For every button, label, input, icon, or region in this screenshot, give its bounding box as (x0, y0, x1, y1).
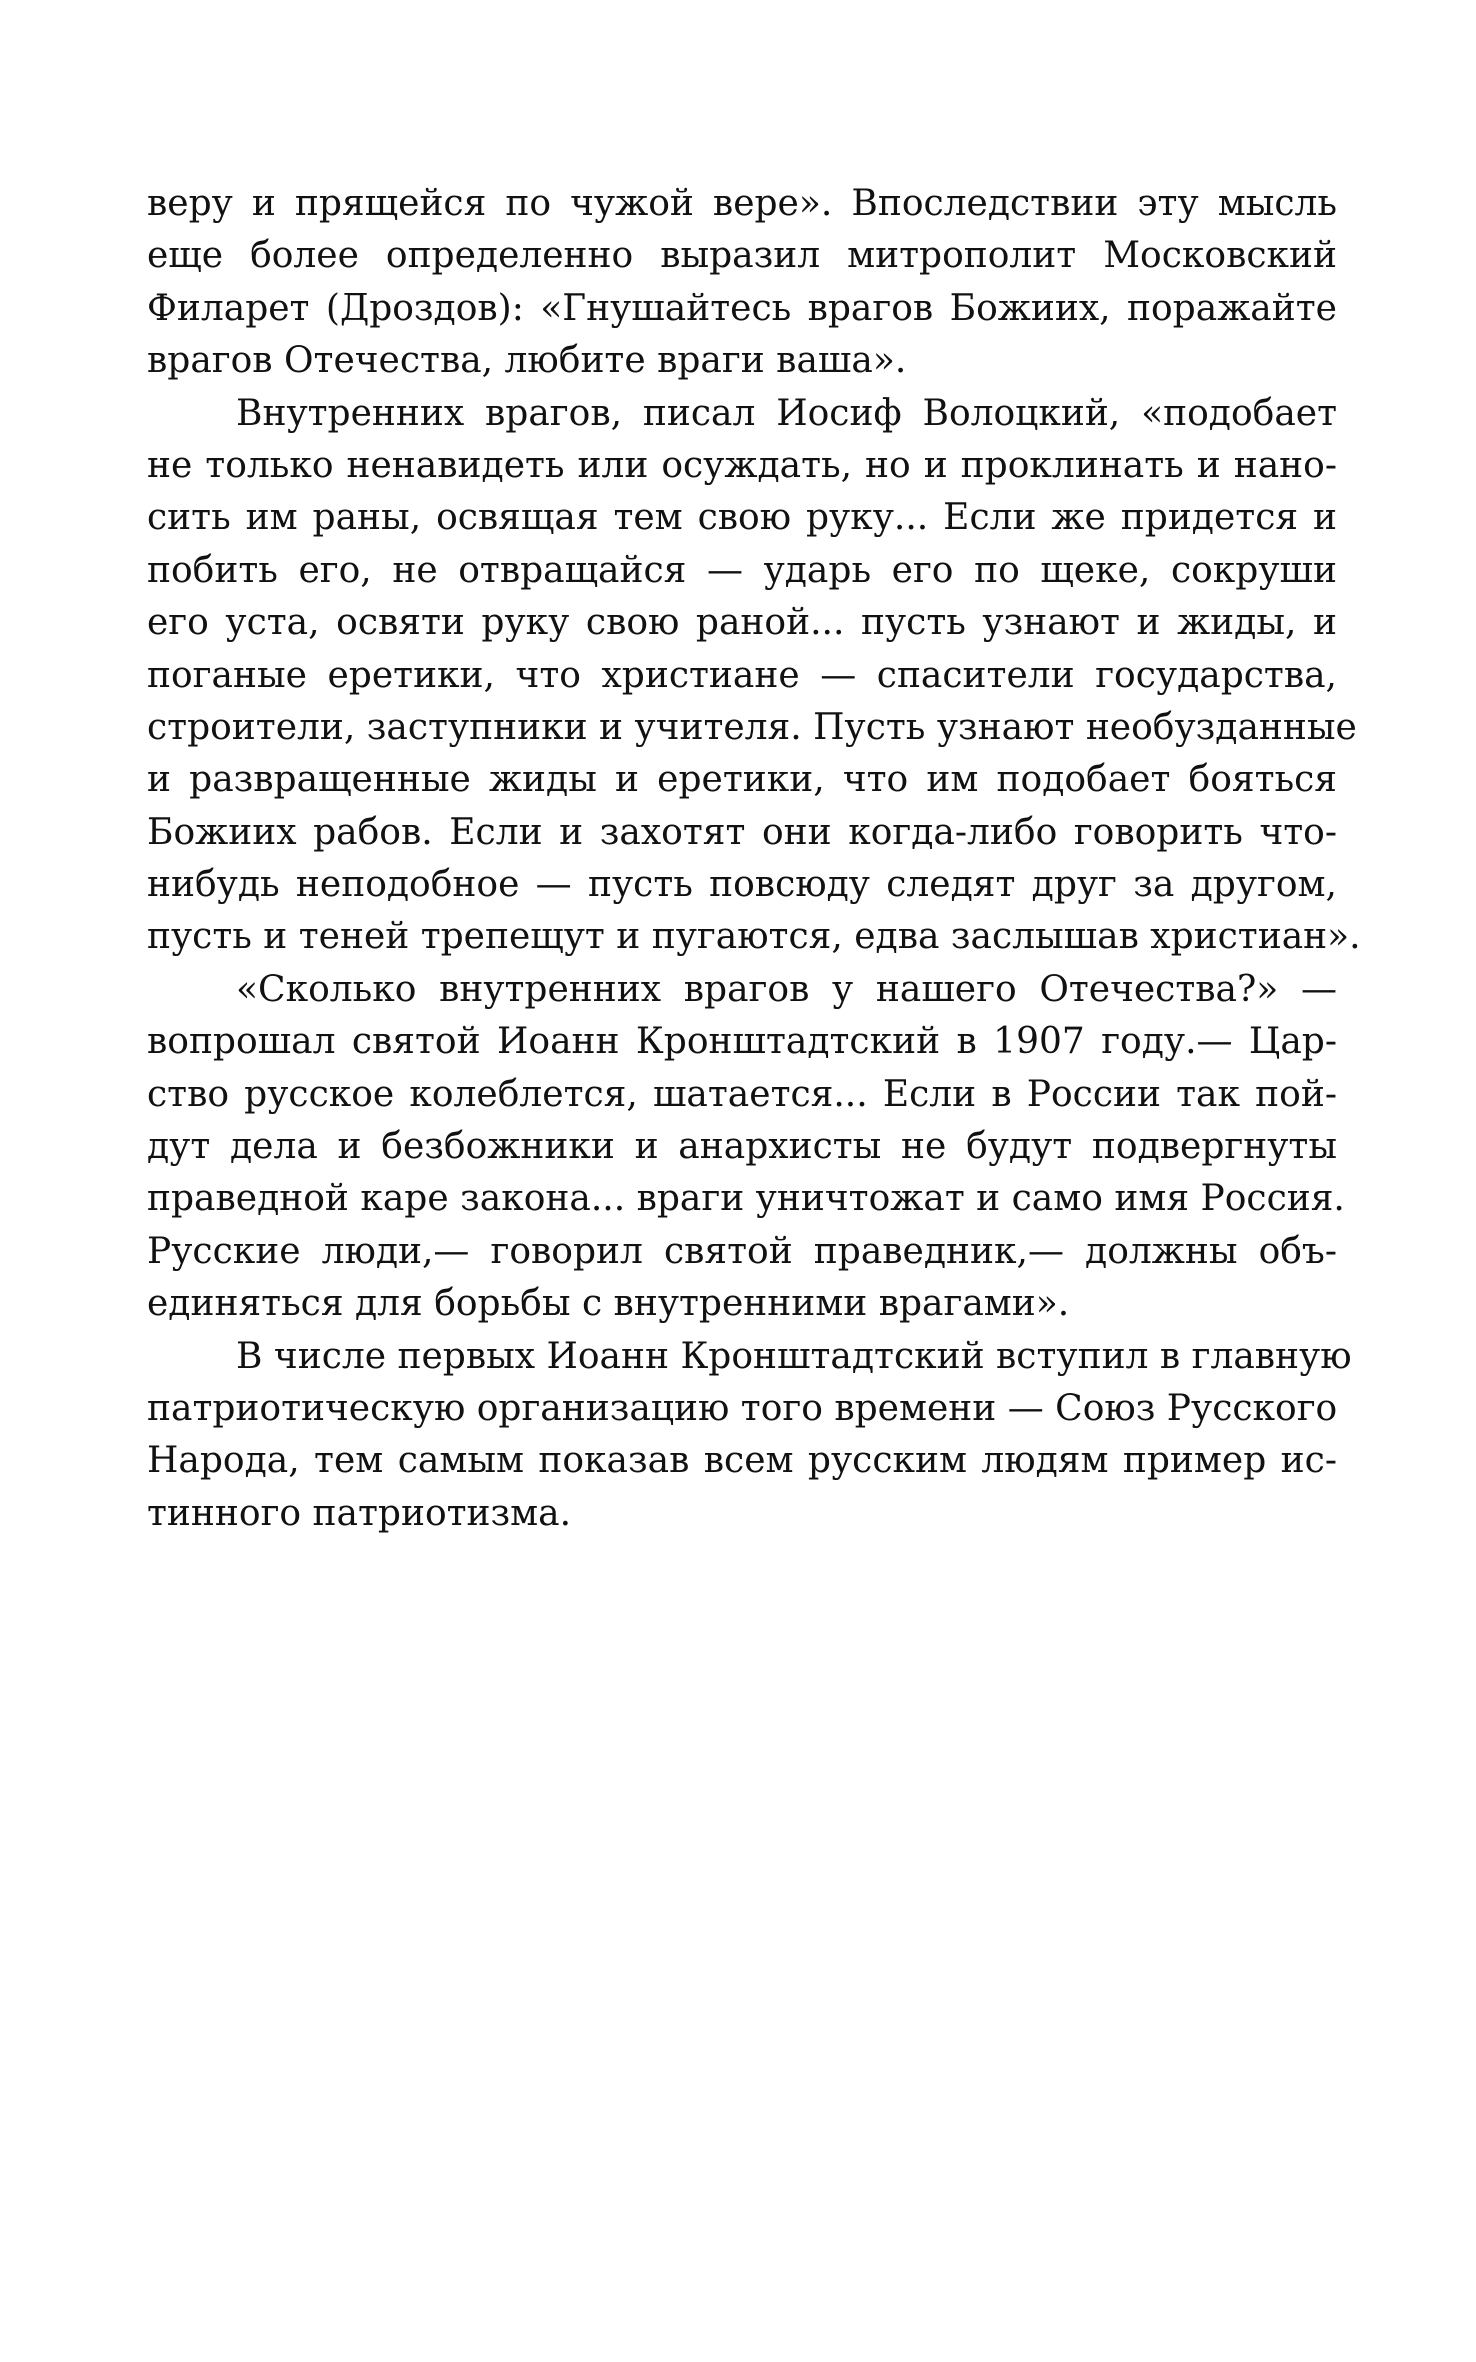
text-line: не только ненавидеть или осуждать, но и проклинать и нано- (147, 444, 1337, 486)
text-line: еще более определенно выразил митрополит Московский (147, 235, 1337, 277)
text-line: В числе первых Иоанн Кронштадтский вступил в главную (236, 1335, 1352, 1377)
paragraph-3 (147, 964, 1345, 1331)
text-line: дут дела и безбожники и анархисты не будут подвергнуты (147, 1126, 1337, 1168)
text-line: Филарет (Дроздов): «Гнушайтесь врагов Божиих, поражайте (147, 287, 1337, 329)
paragraph-2 (147, 388, 1361, 964)
text-line: побить его, не отвращайся — ударь его по щеке, сокруши (147, 549, 1337, 591)
text-line: нибудь неподобное — пусть повсюду следят друг за другом, (147, 864, 1337, 906)
text-line: единяться для борьбы с внутренними врагами». (147, 1283, 1070, 1325)
text-line: и развращенные жиды и еретики, что им подобает бояться (147, 759, 1337, 801)
text-line: Божиих рабов. Если и захотят они когда-либо говорить что- (147, 811, 1337, 853)
paragraph-1 (147, 178, 1337, 388)
text-line: его уста, освяти руку свою раной... пусть узнают и жиды, и (147, 602, 1337, 644)
text-line: сить им раны, освящая тем свою руку... Если же придется и (147, 497, 1337, 539)
text-line: Народа, тем самым показав всем русским людям пример ис- (147, 1440, 1337, 1482)
text-line: Внутренних врагов, писал Иосиф Волоцкий, «подобает (236, 392, 1337, 434)
text-line: праведной каре закона... враги уничтожат и само имя Россия. (147, 1178, 1345, 1220)
text-line: патриотическую организацию того времени — Союз Русского (147, 1387, 1338, 1429)
text-line: тинного патриотизма. (147, 1492, 572, 1534)
body-text (147, 178, 1361, 1540)
text-line: Русские люди,— говорил святой праведник,— должны объ- (147, 1230, 1337, 1272)
text-line: веру и прящейся по чужой вере». Впоследствии эту мысль (147, 183, 1337, 224)
text-line: «Сколько внутренних врагов у нашего Отечества?» — (236, 968, 1337, 1010)
text-line: поганые еретики, что христиане — спасители государства, (147, 654, 1337, 696)
text-line: ство русское колеблется, шатается... Если в России так пой- (147, 1073, 1337, 1115)
text-line: вопрошал святой Иоанн Кронштадтский в 1907 году.— Цар- (147, 1021, 1337, 1063)
text-line: врагов Отечества, любите враги ваша». (147, 340, 907, 382)
text-line: пусть и теней трепещут и пугаются, едва заслышав христиан». (147, 916, 1361, 958)
text-line: строители, заступники и учителя. Пусть узнают необузданные (147, 706, 1357, 748)
paragraph-4 (147, 1331, 1352, 1541)
